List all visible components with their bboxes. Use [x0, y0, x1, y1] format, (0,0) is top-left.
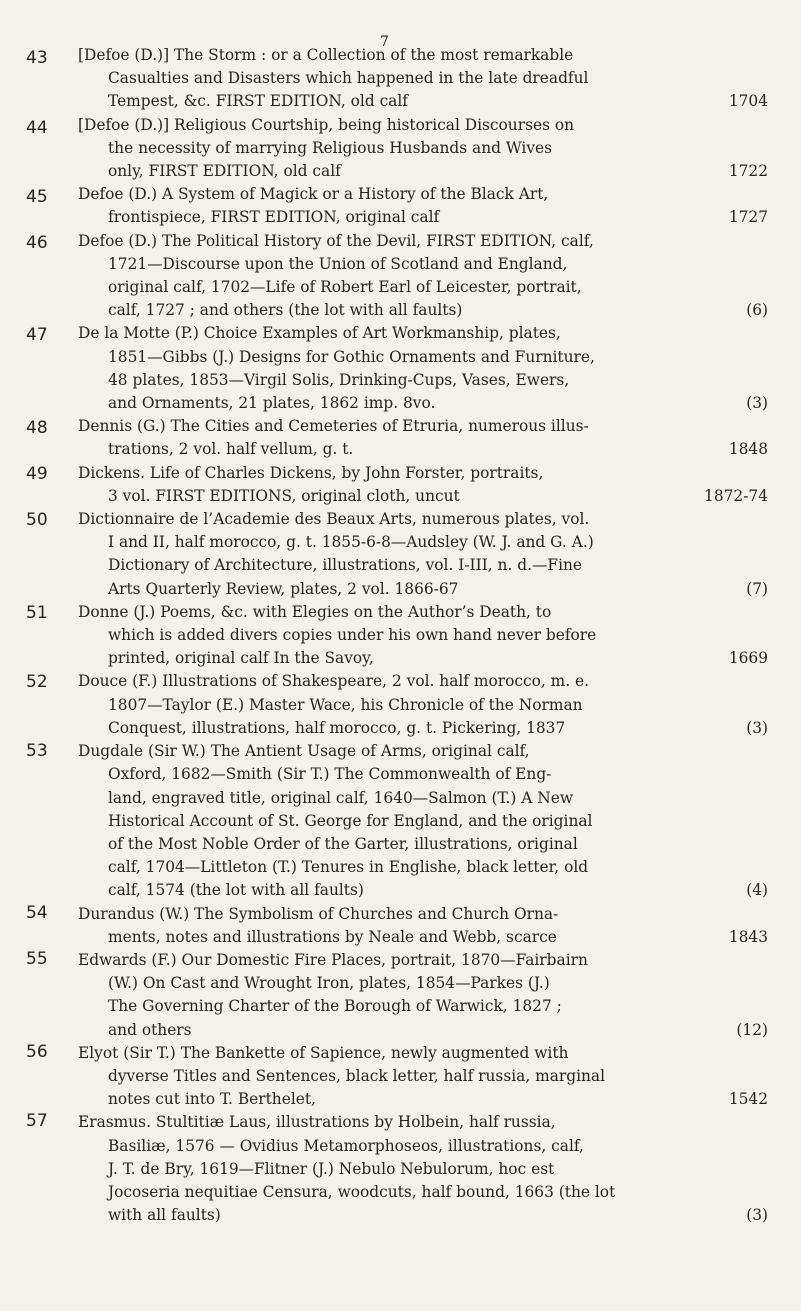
entry-line: Casualties and Disasters which happened in the late dreadful: [108, 69, 589, 88]
entry-line: 1851—Gibbs (J.) Designs for Gothic Ornaments and Furniture,: [108, 347, 595, 366]
entry-date-or-count: 1669: [728, 649, 768, 668]
entry-line: trations, 2 vol. half vellum, g. t.: [108, 440, 354, 459]
lot-entry: [78, 415, 768, 461]
lot-number: 47: [26, 325, 48, 345]
entry-last-line: [78, 90, 768, 113]
entry-date-or-count: (3): [746, 718, 768, 737]
entry-last-line: [78, 647, 768, 670]
lot-entry: [78, 1111, 768, 1227]
lot-entry: [78, 949, 768, 1042]
entry-line: which is added divers copies under his own hand never before: [108, 626, 597, 645]
lot-number: 45: [26, 187, 48, 207]
lot-entry: [78, 230, 768, 323]
entry-line: dyverse Titles and Sentences, black letter, half russia, marginal: [108, 1066, 606, 1085]
entry-date-or-count: 1542: [728, 1090, 768, 1109]
lot-entry: [78, 670, 768, 740]
entry-line: Tempest, &c. FIRST EDITION, old calf: [108, 92, 408, 111]
lot-number: 55: [26, 949, 48, 969]
lot-number: 46: [26, 233, 48, 253]
entry-last-line: [78, 1019, 768, 1042]
entry-line: with all faults): [108, 1206, 221, 1225]
entry-last-line: [78, 926, 768, 949]
lot-entry: [78, 462, 768, 508]
entry-last-line: [78, 438, 768, 461]
entry-line: 3 vol. FIRST EDITIONS, original cloth, uncut: [108, 486, 460, 505]
entry-line: Defoe (D.) The Political History of the Devil, FIRST EDITION, calf,: [78, 231, 594, 250]
entry-last-line: [78, 392, 768, 415]
entry-date-or-count: (4): [746, 881, 768, 900]
entry-line: Edwards (F.) Our Domestic Fire Places, portrait, 1870—Fairbairn: [78, 950, 588, 969]
entry-line: notes cut into T. Berthelet,: [108, 1090, 316, 1109]
entry-line: De la Motte (P.) Choice Examples of Art Workmanship, plates,: [78, 324, 561, 343]
entry-line: original calf, 1702—Life of Robert Earl of Leicester, portrait,: [108, 278, 582, 297]
entry-line: Conquest, illustrations, half morocco, g. t. Pickering, 1837: [108, 718, 566, 737]
lot-entry: [78, 183, 768, 229]
entry-date-or-count: 1727: [728, 208, 768, 227]
lot-entry: [78, 114, 768, 184]
entry-line: Dickens. Life of Charles Dickens, by John Forster, portraits,: [78, 463, 544, 482]
entry-line: 48 plates, 1853—Virgil Solis, Drinking-Cups, Vases, Ewers,: [108, 370, 570, 389]
lot-number: 43: [26, 48, 48, 68]
catalogue-entries: [78, 44, 768, 1227]
entry-line: Durandus (W.) The Symbolism of Churches and Church Orna-: [78, 904, 559, 923]
entry-line: Douce (F.) Illustrations of Shakespeare, 2 vol. half morocco, m. e.: [78, 672, 590, 691]
lot-entry: [78, 601, 768, 671]
entry-line: 1807—Taylor (E.) Master Wace, his Chronicle of the Norman: [108, 695, 583, 714]
entry-line: J. T. de Bry, 1619—Flitner (J.) Nebulo Nebulorum, hoc est: [108, 1159, 555, 1178]
entry-line: Dennis (G.) The Cities and Cemeteries of Etruria, numerous illus-: [78, 417, 589, 436]
entry-last-line: [78, 160, 768, 183]
entry-date-or-count: (7): [746, 579, 768, 598]
lot-entry: [78, 1042, 768, 1112]
entry-last-line: [78, 1204, 768, 1227]
entry-line: of the Most Noble Order of the Garter, illustrations, original: [108, 834, 578, 853]
entry-line: Historical Account of St. George for England, and the original: [108, 811, 593, 830]
lot-number: 54: [26, 903, 48, 923]
entry-last-line: [78, 206, 768, 229]
entry-line: I and II, half morocco, g. t. 1855-6-8—Audsley (W. J. and G. A.): [108, 533, 594, 552]
lot-number: 44: [26, 118, 48, 138]
page-number: 7: [380, 34, 389, 50]
entry-line: Dictionnaire de l’Academie des Beaux Arts, numerous plates, vol.: [78, 510, 590, 529]
lot-number: 53: [26, 741, 48, 761]
entry-line: Jocoseria nequitiae Censura, woodcuts, half bound, 1663 (the lot: [108, 1182, 616, 1201]
entry-date-or-count: 1843: [728, 927, 768, 946]
entry-line: the necessity of marrying Religious Husbands and Wives: [108, 138, 553, 157]
lot-entry: [78, 508, 768, 601]
entry-line: Defoe (D.) A System of Magick or a History of the Black Art,: [78, 185, 549, 204]
lot-entry: [78, 903, 768, 949]
entry-date-or-count: 1722: [728, 162, 768, 181]
entry-line: and Ornaments, 21 plates, 1862 imp. 8vo.: [108, 394, 436, 413]
lot-number: 52: [26, 672, 48, 692]
entry-last-line: [78, 485, 768, 508]
lot-number: 56: [26, 1042, 48, 1062]
entry-date-or-count: 1848: [728, 440, 768, 459]
entry-date-or-count: (6): [746, 301, 768, 320]
entry-line: calf, 1704—Littleton (T.) Tenures in Englishe, black letter, old: [108, 858, 589, 877]
entry-line: frontispiece, FIRST EDITION, original calf: [108, 208, 440, 227]
entry-date-or-count: 1872-74: [704, 486, 768, 505]
entry-line: Elyot (Sir T.) The Bankette of Sapience, newly augmented with: [78, 1043, 569, 1062]
entry-last-line: [78, 578, 768, 601]
entry-line: ments, notes and illustrations by Neale and Webb, scarce: [108, 927, 557, 946]
entry-line: Donne (J.) Poems, &c. with Elegies on the Author’s Death, to: [78, 602, 552, 621]
lot-number: 50: [26, 510, 48, 530]
entry-line: Erasmus. Stultitiæ Laus, illustrations by Holbein, half russia,: [78, 1113, 556, 1132]
entry-line: Dugdale (Sir W.) The Antient Usage of Arms, original calf,: [78, 742, 530, 761]
entry-line: and others: [108, 1020, 192, 1039]
entry-line: (W.) On Cast and Wrought Iron, plates, 1854—Parkes (J.): [108, 974, 550, 993]
entry-line: 1721—Discourse upon the Union of Scotland and England,: [108, 254, 568, 273]
lot-number: 57: [26, 1111, 48, 1131]
lot-entry: [78, 322, 768, 415]
entry-date-or-count: (12): [736, 1020, 768, 1039]
entry-line: calf, 1727 ; and others (the lot with all faults): [108, 301, 463, 320]
entry-line: Oxford, 1682—Smith (Sir T.) The Commonwealth of Eng-: [108, 765, 552, 784]
entry-date-or-count: (3): [746, 394, 768, 413]
entry-line: The Governing Charter of the Borough of Warwick, 1827 ;: [108, 997, 562, 1016]
lot-number: 49: [26, 464, 48, 484]
entry-last-line: [78, 879, 768, 902]
entry-line: [Defoe (D.)] Religious Courtship, being historical Discourses on: [78, 115, 575, 134]
entry-line: only, FIRST EDITION, old calf: [108, 162, 341, 181]
entry-last-line: [78, 299, 768, 322]
entry-line: [Defoe (D.)] The Storm : or a Collection of the most remarkable: [78, 46, 574, 64]
entry-line: Arts Quarterly Review, plates, 2 vol. 1866-67: [108, 579, 459, 598]
entry-line: Basiliæ, 1576 — Ovidius Metamorphoseos, illustrations, calf,: [108, 1136, 584, 1155]
entry-line: Dictionary of Architecture, illustrations, vol. I-III, n. d.—Fine: [108, 556, 583, 575]
entry-line: printed, original calf In the Savoy,: [108, 649, 374, 668]
lot-number: 48: [26, 418, 48, 438]
lot-entry: [78, 44, 768, 114]
lot-entry: [78, 740, 768, 902]
lot-number: 51: [26, 603, 48, 623]
entry-last-line: [78, 1088, 768, 1111]
entry-last-line: [78, 717, 768, 740]
entry-line: calf, 1574 (the lot with all faults): [108, 881, 364, 900]
entry-date-or-count: 1704: [728, 92, 768, 111]
entry-date-or-count: (3): [746, 1206, 768, 1225]
entry-line: land, engraved title, original calf, 1640—Salmon (T.) A New: [108, 788, 573, 807]
